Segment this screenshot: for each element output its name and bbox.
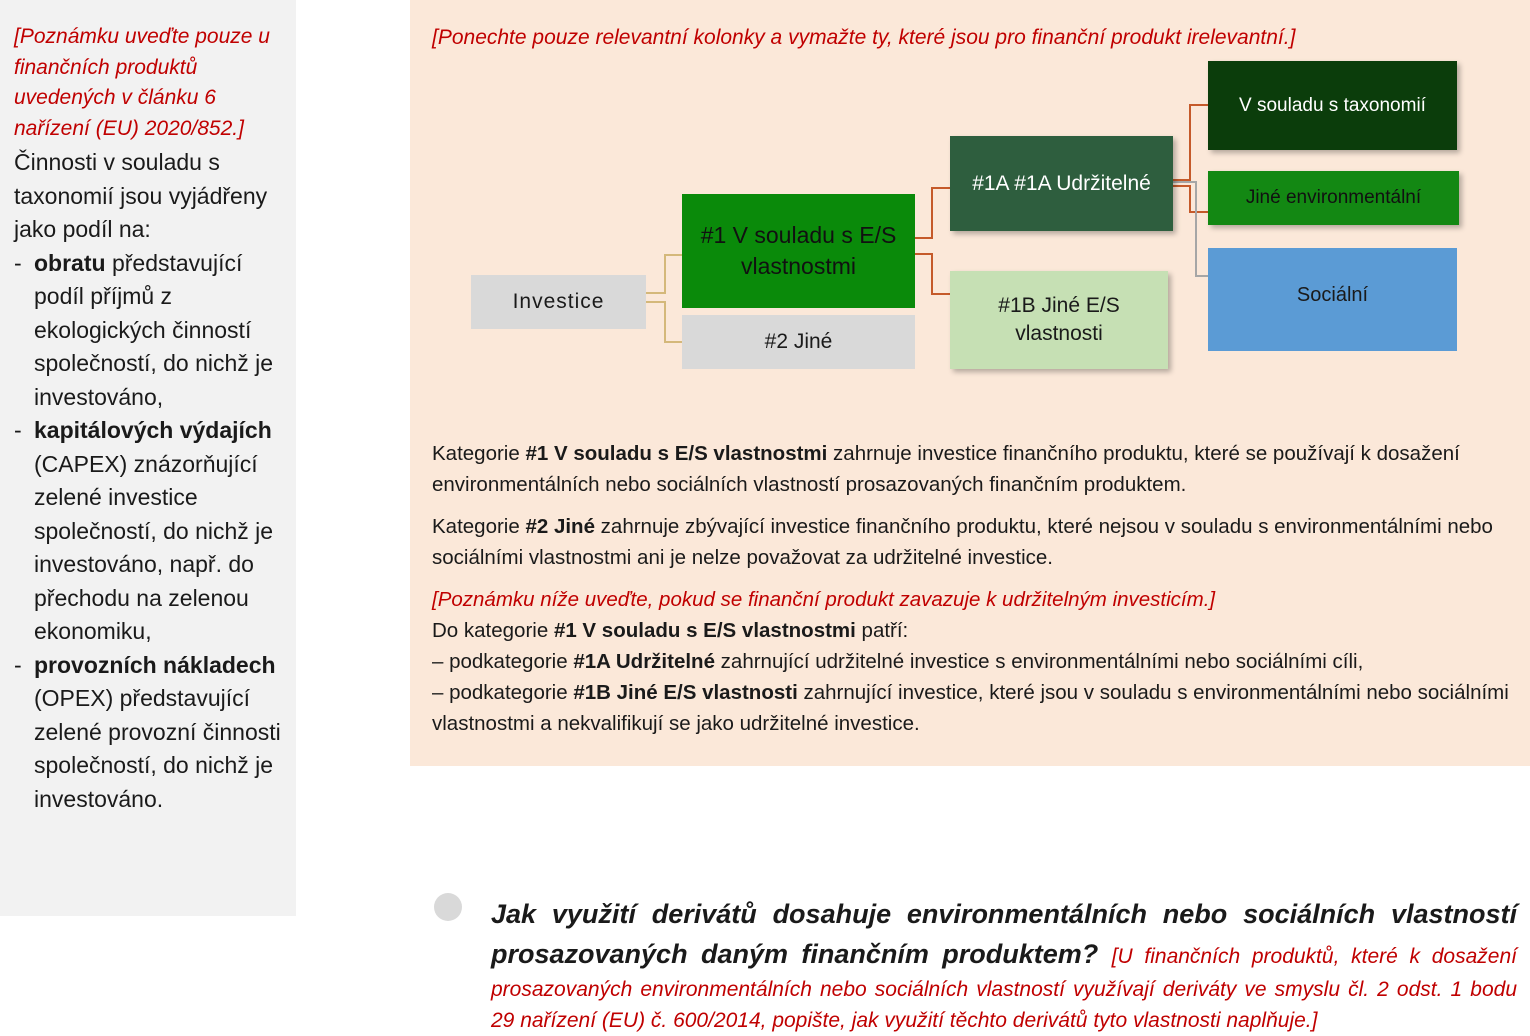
- desc-note: [Poznámku níže uveďte, pokud se finanční produkt zavazuje k udržitelným investicím.]: [432, 588, 1216, 611]
- desc-text: Kategorie: [432, 515, 526, 538]
- derivatives-question: [491, 894, 1517, 1036]
- desc-bold: #1 V souladu s E/S vlastnostmi: [553, 619, 856, 642]
- node-other-environmental: Jiné environmentální: [1208, 171, 1459, 225]
- desc-text: zahrnující investice, které jsou v souladu s environmentálními nebo sociálními vlastnostmi a nekvalifikují se jako udržitelné investice.: [432, 681, 1509, 735]
- list-item-text: představující podíl příjmů z ekologických činností společností, do nichž je investováno,: [34, 249, 274, 410]
- sidebar-list: [14, 247, 288, 817]
- node-taxonomy-aligned: V souladu s taxonomií: [1208, 61, 1457, 150]
- node-social: Sociální: [1208, 248, 1457, 351]
- category-description: [432, 438, 1512, 739]
- desc-text: – podkategorie: [432, 681, 574, 704]
- node-investice: Investice: [471, 275, 646, 329]
- sidebar-intro: Činnosti v souladu s taxonomií jsou vyjádřeny jako podíl na:: [14, 149, 268, 242]
- desc-text: Kategorie: [432, 442, 526, 465]
- asset-allocation-panel: [410, 0, 1530, 766]
- connector-n1-n1b: [915, 254, 950, 294]
- desc-bold: #2 Jiné: [525, 515, 595, 538]
- node-n1b-other-es: #1B Jiné E/S vlastnosti: [950, 271, 1168, 369]
- desc-subcategory-1b: [432, 677, 1512, 739]
- desc-text: zahrnující udržitelné investice s environmentálními nebo sociálními cíli,: [714, 650, 1364, 673]
- desc-subcategory-1a: [432, 646, 1512, 677]
- node-n1-es-characteristics: #1 V souladu s E/S vlastnostmi: [682, 194, 915, 308]
- node-n2-other: #2 Jiné: [682, 315, 915, 369]
- desc-paragraph-2: [432, 511, 1512, 573]
- list-item-bold: provozních nákladech: [34, 651, 276, 678]
- list-item-bold: kapitálových výdajích: [34, 417, 272, 443]
- node-n1a-sustainable: #1A #1A Udržitelné: [950, 136, 1173, 231]
- desc-text: zahrnuje investice finančního produktu, které se používají k dosažení environmentálních nebo sociálních vlastností prosazovaných finančním produktem.: [432, 442, 1460, 496]
- list-item: [14, 649, 288, 817]
- desc-text: zahrnuje zbývající investice finančního produktu, které nejsou v souladu s environmentálními nebo sociálními vlastnostmi ani je nelze považovat za udržitelné investice.: [432, 515, 1493, 569]
- list-item-text: (CAPEX) znázorňující zelené investice společností, do nichž je investováno, např. do přechodu na zelenou ekonomiku,: [34, 450, 274, 644]
- connector-investice-n1: [646, 255, 682, 293]
- connector-n1-n1a: [915, 188, 950, 238]
- desc-bold: #1 V souladu s E/S vlastnostmi: [525, 442, 828, 465]
- connector-n1a-other-env: [1173, 186, 1208, 212]
- desc-bold: #1A Udržitelné: [573, 650, 715, 673]
- list-item-text: (OPEX) představující zelené provozní činnosti společností, do nichž je investováno.: [34, 685, 281, 812]
- list-item: [14, 247, 288, 415]
- sidebar-note-panel: [0, 0, 296, 916]
- sidebar-note: [Poznámku uveďte pouze u finančních produktů uvedených v článku 6 nařízení (EU) 2020/852.]: [14, 25, 270, 140]
- desc-paragraph-1: [432, 438, 1512, 500]
- connector-n1a-taxonomy: [1173, 105, 1208, 180]
- desc-bold: #1B Jiné E/S vlastnosti: [573, 681, 798, 704]
- question-text: Jak využití derivátů dosahuje environmentálních nebo sociálních vlastností prosazovaných daným finančním produktem?: [491, 899, 1517, 969]
- desc-text: – podkategorie: [432, 650, 574, 673]
- desc-text: Do kategorie: [432, 619, 554, 642]
- desc-text: patří:: [855, 619, 909, 642]
- connector-investice-n2: [646, 302, 682, 342]
- panel-note: [Ponechte pouze relevantní kolonky a vymažte ty, které jsou pro finanční produkt irelevantní.]: [432, 26, 1296, 49]
- list-item-bold: obratu: [34, 249, 106, 276]
- question-note: [U finančních produktů, které k dosažení prosazovaných environmentálních nebo sociálních vlastností využívají deriváty ve smyslu čl. 2 odst. 1 bodu 29 nařízení (EU) č. 600/2014, popište, jak využití těchto derivátů tyto vlastnosti naplňuje.]: [491, 945, 1517, 1032]
- question-bullet-icon: [434, 893, 462, 921]
- list-item: [14, 414, 288, 649]
- desc-paragraph-3: [432, 615, 1512, 646]
